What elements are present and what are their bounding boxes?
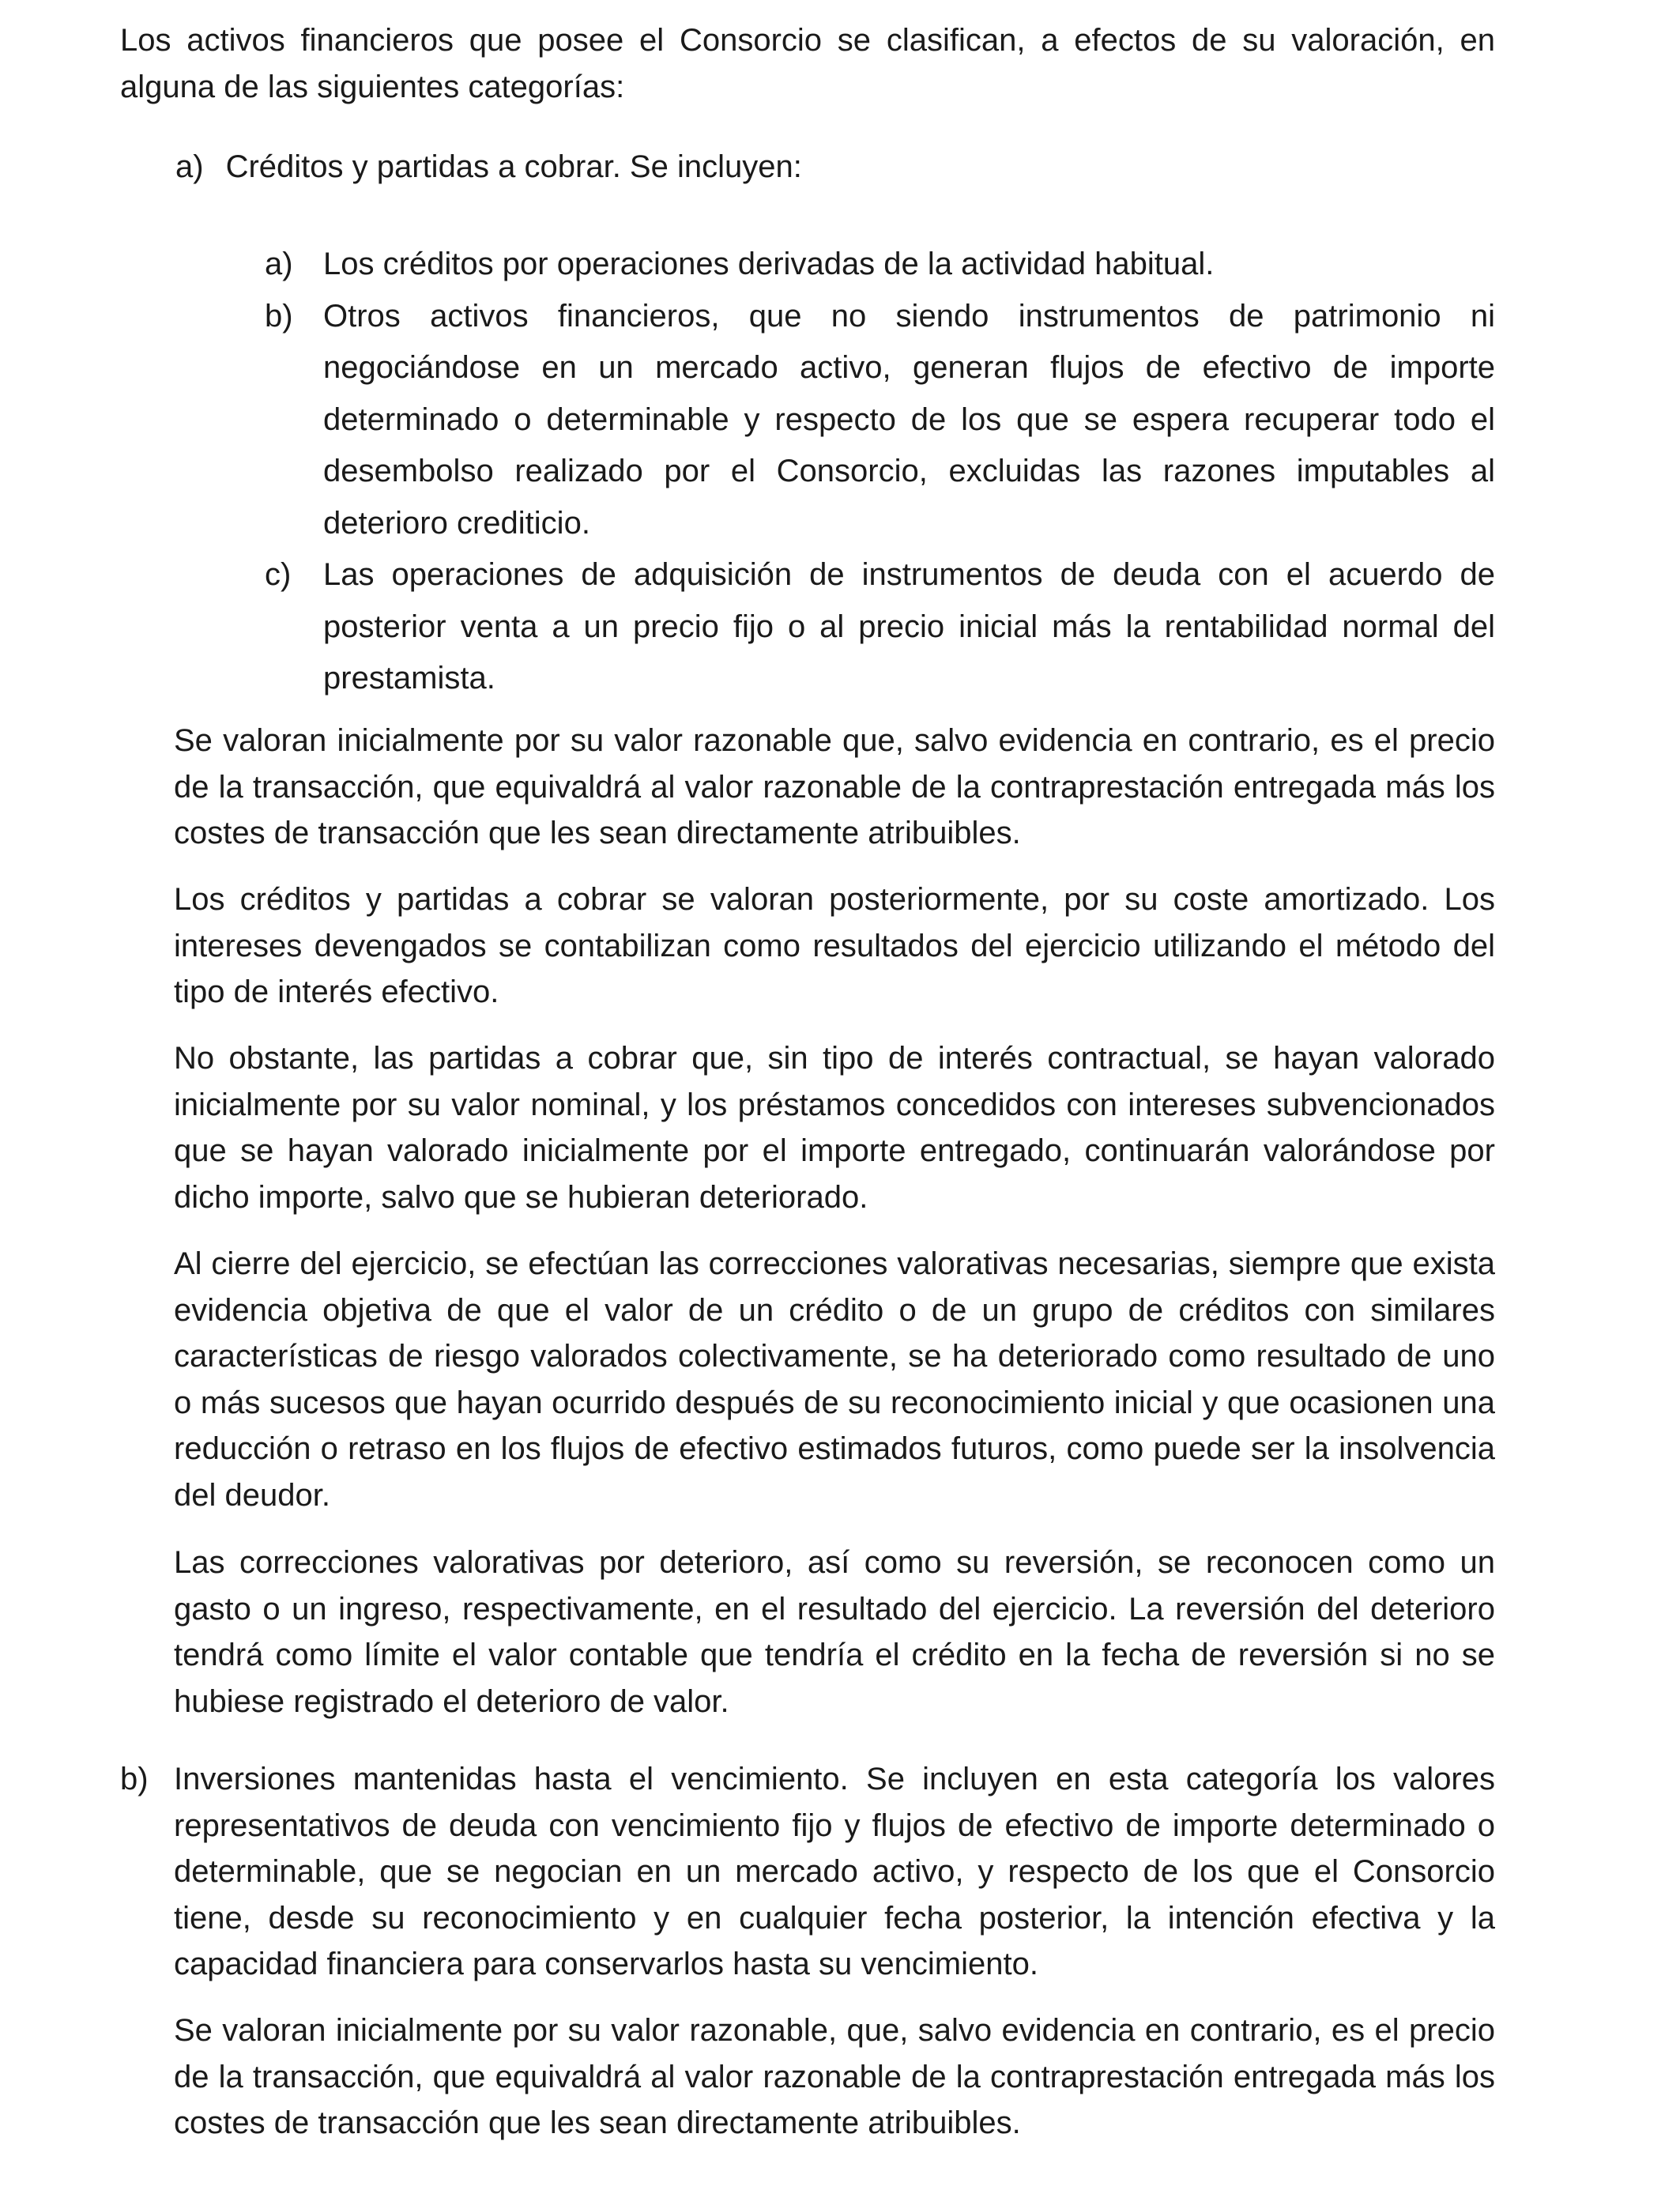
section-a-sublist: [265, 239, 1495, 705]
section-a-paragraph-amortized-cost: Los créditos y partidas a cobrar se valoran posteriormente, por su coste amortizado. Los intereses devengados se contabilizan como resultados del ejercicio utilizando el método del tipo de interés efectivo.: [174, 882, 1495, 1010]
section-a-paragraph-impairment: Al cierre del ejercicio, se efectúan las correcciones valorativas necesarias, siempre que exista evidencia objetiva de que el valor de un crédito o de un grupo de créditos con similares características de riesgo valorados colectivamente, se ha deteriorado como resultado de uno o más sucesos que hayan ocurrido después de su reconocimiento inicial y que ocasionen una reducción o retraso en los flujos de efectivo estimados futuros, como puede ser la insolvencia del deudor.: [174, 1246, 1495, 1513]
sublist-text: Los créditos por operaciones derivadas de la actividad habitual.: [323, 247, 1215, 281]
intro-paragraph: Los activos financieros que posee el Consorcio se clasifican, a efectos de su valoración, en alguna de las siguientes categorías:: [120, 23, 1495, 104]
section-b-marker: b): [120, 1762, 149, 1796]
section-a-marker: a): [175, 149, 204, 184]
section-a-paragraph-initial-valuation: Se valoran inicialmente por su valor razonable que, salvo evidencia en contrario, es el precio de la transacción, que equivaldrá al valor razonable de la contraprestación entregada más los costes de transacción que les sean directamente atribuibles.: [174, 723, 1495, 851]
section-a-heading: [175, 144, 802, 190]
sublist-text: Otros activos financieros, que no siendo instrumentos de patrimonio ni negociándose en un mercado activo, generan flujos de efectivo de importe determinado o determinable y respecto de los que se espera recuperar todo el desembolso realizado por el Consorcio, excluidas las razones imputables al deterioro crediticio.: [323, 298, 1495, 541]
section-a-paragraph-reversal: Las correcciones valorativas por deterioro, así como su reversión, se reconocen como un gasto o un ingreso, respectivamente, en el resultado del ejercicio. La reversión del deterioro tendrá como límite el valor contable que tendría el crédito en la fecha de reversión si no se hubiese registrado el deterioro de valor.: [174, 1545, 1495, 1719]
sublist-item-a: [265, 239, 1495, 291]
sublist-marker: c): [265, 557, 292, 592]
sublist-item-c: [265, 549, 1495, 705]
section-a-paragraph-nominal-value: No obstante, las partidas a cobrar que, sin tipo de interés contractual, se hayan valorado inicialmente por su valor nominal, y los préstamos concedidos con intereses subvencionados que se hayan valorado inicialmente por el importe entregado, continuarán valorándose por dicho importe, salvo que se hubieran deteriorado.: [174, 1041, 1495, 1215]
section-a-title: Créditos y partidas a cobrar. Se incluyen:: [225, 149, 802, 184]
sublist-text: Las operaciones de adquisición de instrumentos de deuda con el acuerdo de posterior venta a un precio fijo o al precio inicial más la rentabilidad normal del prestamista.: [323, 557, 1495, 696]
sublist-marker: b): [265, 298, 293, 334]
section-b-paragraph-held-to-maturity: Inversiones mantenidas hasta el vencimiento. Se incluyen en esta categoría los valores representativos de deuda con vencimiento fijo y flujos de efectivo de importe determinado o determinable, que se negocian en un mercado activo, y respecto de los que el Consorcio tiene, desde su reconocimiento y en cualquier fecha posterior, la intención efectiva y la capacidad financiera para conservarlos hasta su vencimiento.: [174, 1762, 1495, 1982]
sublist-item-b: [265, 291, 1495, 550]
sublist-marker: a): [265, 247, 293, 281]
section-b-paragraph-initial-valuation: Se valoran inicialmente por su valor razonable, que, salvo evidencia en contrario, es el precio de la transacción, que equivaldrá al valor razonable de la contraprestación entregada más los costes de transacción que les sean directamente atribuibles.: [174, 2013, 1495, 2141]
